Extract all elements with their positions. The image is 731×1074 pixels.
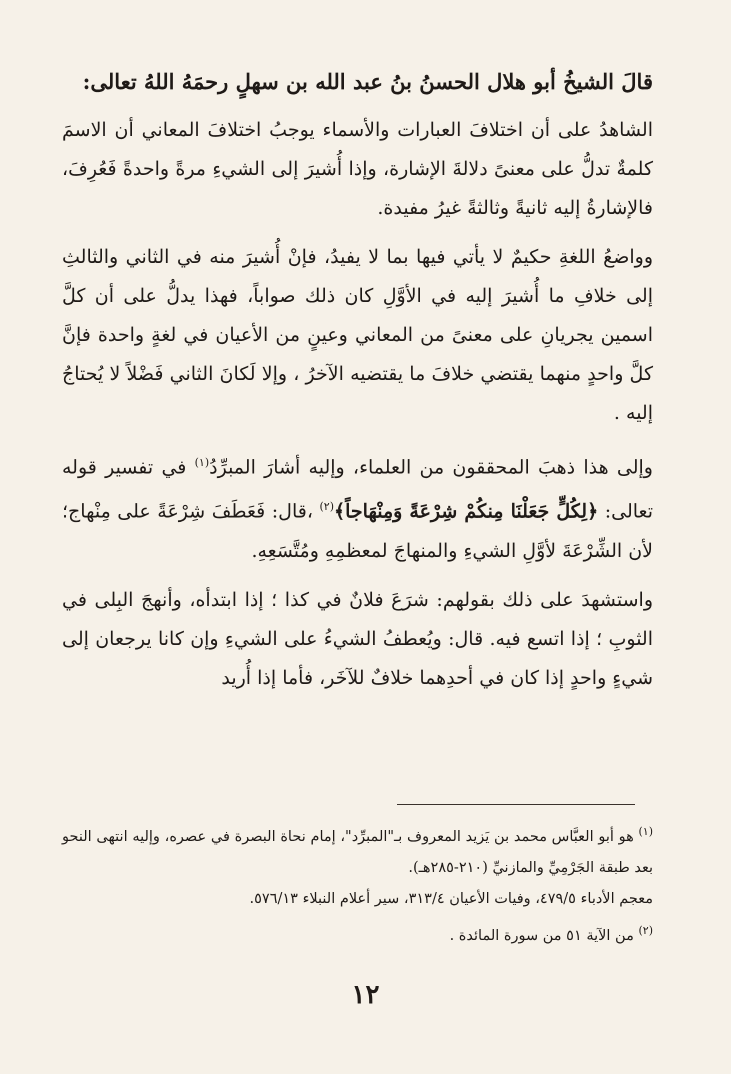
paragraph-3-end: ،قال: فَعَطَفَ شِرْعَةً على مِنْهاج؛ لأن الشِّرْعَةَ لأوَّلِ الشيءِ والمنهاجَ لمعظمِهِ ومُتَّسَعِهِ. [62,500,653,562]
footnote-1-text: هو أبو العبَّاس محمد بن يَزيد المعروف بـ"المبرِّد"، إمام نحاة البصرة في عصره، وإليه انتهى النحو بعد طبقة الجَرْمِيِّ والمازنيِّ (٢١٠-٢٨٥هـ). [62,828,653,876]
paragraph-3 [62,443,653,571]
footnote-2-text: من الآية ٥١ من سورة المائدة . [449,927,634,944]
paragraph-1: الشاهدُ على أن اختلافَ العبارات والأسماء يوجبُ اختلافَ المعاني أن الاسمَ كلمةٌ تدلُّ على معنىً دلالةَ الإشارة، وإذا أُشيرَ إلى الشيءِ مرةً واحدةً فَعُرِفَ، فالإشارةُ إليه ثانيةً وثالثةً غيرُ مفيدة. [62,119,653,219]
quran-verse: ﴿لِكُلٍّ جَعَلْنَا مِنكُمْ شِرْعَةً وَمِنْهَاجاً﴾ [334,500,599,523]
main-text [62,62,653,708]
opening-line: قالَ الشيخُ أبو هلال الحسنُ بنُ عبد الله بن سهلٍ رحمَهُ اللهُ تعالى: [82,69,653,94]
footnote-mark-2: (٢) [638,923,653,937]
footnote-mark-1: (١) [638,825,654,838]
page-number: ١٢ [351,980,380,1010]
footnote-ref-2[interactable]: (٢) [319,500,334,514]
footnote-1 [62,816,653,884]
footnotes [62,816,653,952]
footnote-sources-text: معجم الأدباء ٤٧٩/٥، وفيات الأعيان ٣١٣/٤، سير أعلام النبلاء ٥٧٦/١٣. [249,890,653,907]
paragraph-2: وواضعُ اللغةِ حكيمٌ لا يأتي فيها بما لا يفيدُ، فإنْ أُشيرَ منه في الثاني والثالثِ إلى خلافِ ما أُشيرَ إليه في الأوَّلِ كان ذلك صواباً، فهذا يدلُّ على أن كلَّ اسمين يجريانِ على معنىً من المعاني وعينٍ من الأعيان في لغةٍ واحدة فإنَّ كلَّ واحدٍ منهما يقتضي خلافَ ما يقتضيه الآخرُ ، وإلا لَكانَ الثاني فَضْلاً لا يُحتاجُ إليه . [62,246,653,424]
paragraph-4: واستشهدَ على ذلك بقولهم: شرَعَ فلانٌ في كذا ؛ إذا ابتدأه، وأنهجَ البِلى في الثوبِ ؛ إذا اتسع فيه. قال: ويُعطفُ الشيءُ على الشيءِ وإن كانا يرجعان إلى شيءٍ واحدٍ إذا كان في أحدِهما خلافٌ للآخَر، فأما إذا أُريد [62,588,653,689]
footnote-ref-1[interactable]: (١) [194,456,210,469]
footnote-separator [397,804,635,805]
footnote-sources [62,884,653,915]
paragraph-3-middle: في تفسير قوله تعالى: [62,456,653,523]
footnote-2 [62,915,653,952]
paragraph-3-start: وإلى هذا ذهبَ المحققون من العلماء، وإليه أشارَ المبرِّدُ [209,456,653,479]
